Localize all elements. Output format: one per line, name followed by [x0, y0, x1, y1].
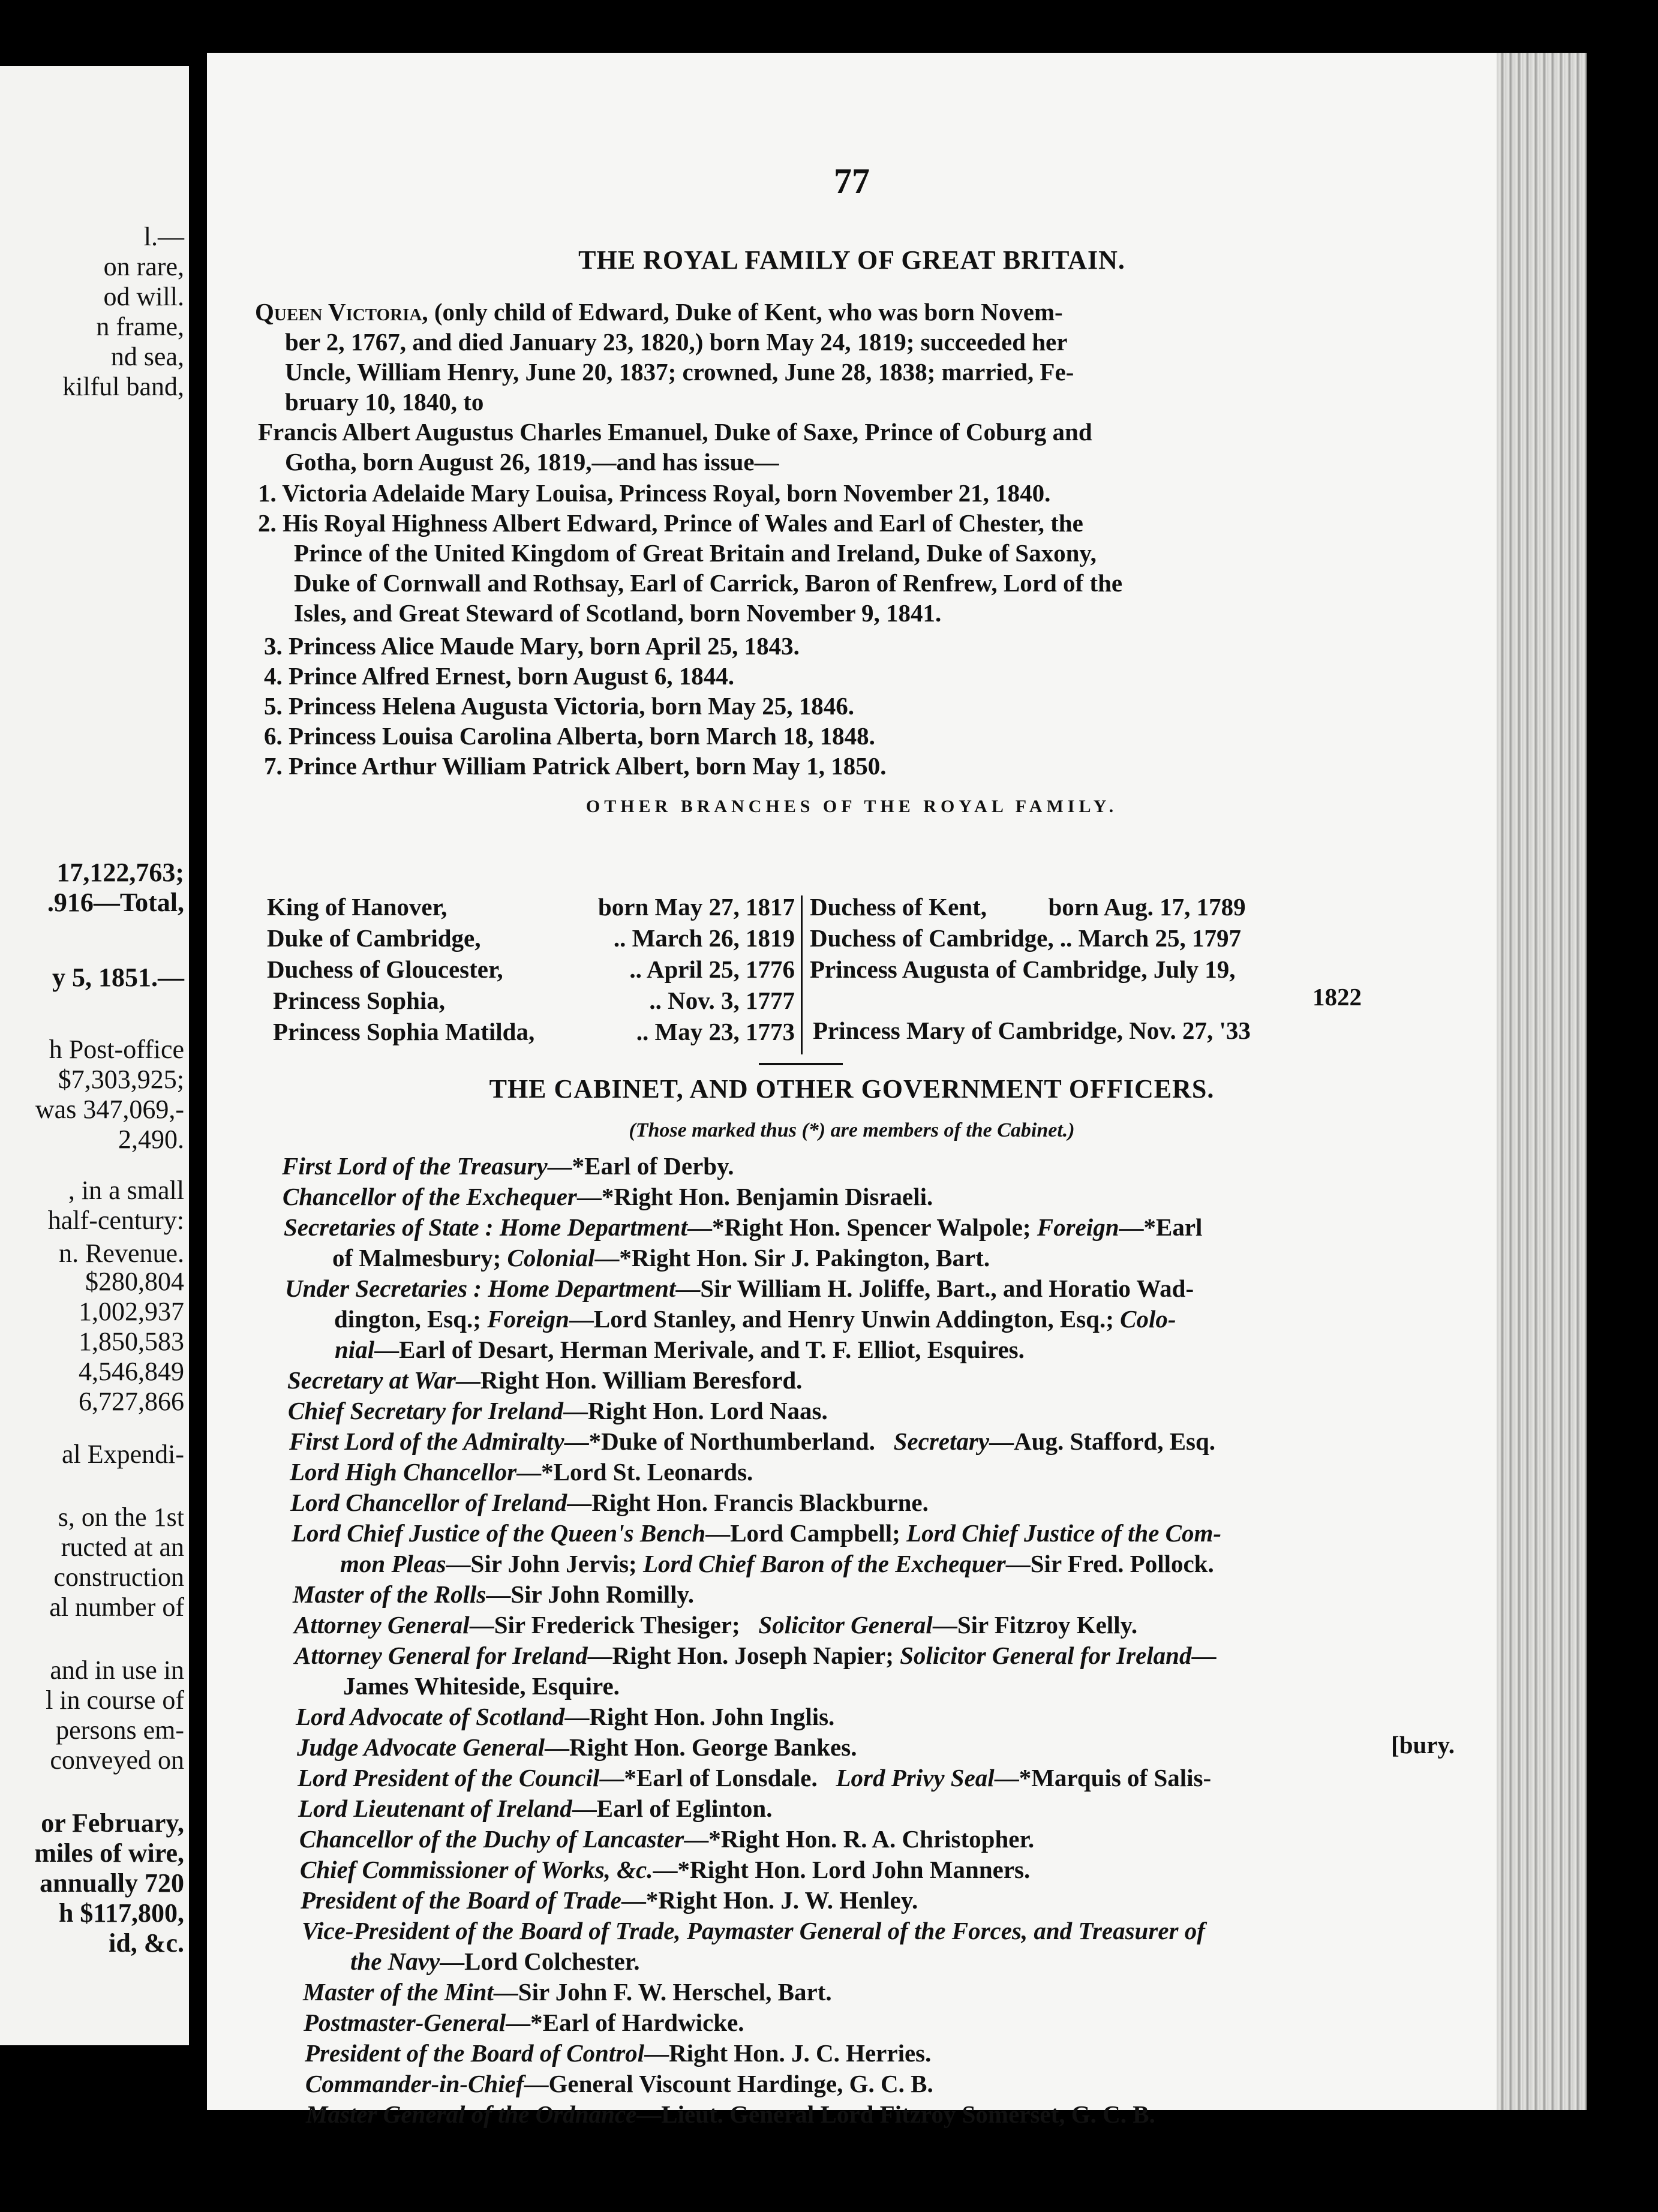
queen-line-2: ber 2, 1767, and died January 23, 1820,) born May 24, 1819; succeeded her [285, 328, 1068, 356]
issue-4: 4. Prince Alfred Ernest, born August 6, 1844. [264, 662, 734, 690]
queen-line-3: Uncle, William Henry, June 20, 1837; crowned, June 28, 1838; married, Fe- [285, 358, 1074, 386]
office-title: Chancellor of the Duchy of Lancaster [299, 1825, 684, 1853]
officer-line [334, 1305, 1176, 1333]
officer-line [350, 1947, 639, 1976]
facing-page-line: n. Revenue. [59, 1239, 184, 1268]
office-holder: —*Earl of Lonsdale. [599, 1764, 836, 1792]
facing-page-line: 1,002,937 [79, 1297, 184, 1326]
facing-page-line: al number of [49, 1592, 184, 1622]
officer-line [340, 1549, 1214, 1578]
queen-line-1 [255, 297, 1063, 326]
office-title: Postmaster-General [304, 2009, 506, 2036]
office-title: Secretary [893, 1427, 990, 1455]
office-title: Commander-in-Chief [305, 2070, 524, 2097]
office-holder: —*Earl of Derby. [547, 1152, 734, 1180]
officer-line [282, 1152, 734, 1180]
office-title: Lord Lieutenant of Ireland [298, 1795, 572, 1822]
officer-line [292, 1519, 1221, 1547]
officer-line [287, 1366, 802, 1394]
officer-line [294, 1610, 1137, 1639]
officer-line [299, 1825, 1034, 1853]
office-title: Lord Chief Justice of the Com- [906, 1519, 1222, 1547]
royal-family-heading: THE ROYAL FAMILY OF GREAT BRITAIN. [578, 245, 1125, 275]
officer-line [302, 1916, 1205, 1945]
issue-2: 2. His Royal Highness Albert Edward, Prince of Wales and Earl of Chester, the [258, 509, 1083, 537]
branch-right: 1822 [1312, 983, 1362, 1011]
facing-page-line: 2,490. [118, 1125, 184, 1154]
office-title: Master of the Rolls [293, 1580, 486, 1608]
consort-line-2: Gotha, born August 26, 1819,—and has issue— [285, 448, 779, 476]
officer-line [297, 1733, 857, 1762]
office-title: Secretary at War [287, 1366, 456, 1394]
consort-line-1: Francis Albert Augustus Charles Emanuel, Duke of Saxe, Prince of Coburg and [258, 418, 1092, 446]
officer-line [335, 1335, 1025, 1364]
facing-page-line: h $117,800, [58, 1898, 184, 1928]
facing-page-line: kilful band, [62, 372, 184, 401]
office-title: Under Secretaries : Home Department [285, 1275, 676, 1302]
office-title: President of the Board of Control [305, 2039, 645, 2067]
office-title: Foreign [487, 1305, 569, 1333]
book-page [207, 53, 1497, 2128]
officer-line [300, 1855, 1030, 1884]
office-holder: —*Right Hon. R. A. Christopher. [684, 1825, 1035, 1853]
officer-line [301, 1886, 918, 1915]
office-holder: —*Lord St. Leonards. [516, 1458, 753, 1486]
office-holder: —Right Hon. George Bankes. [544, 1733, 857, 1761]
office-holder: —Sir Frederick Thesiger; [469, 1611, 759, 1639]
office-holder: —Sir William H. Joliffe, Bart., and Horatio Wad- [675, 1275, 1194, 1302]
facing-page-line: 4,546,849 [79, 1357, 184, 1386]
facing-page-line: , in a small [68, 1176, 184, 1205]
officer-line [298, 1794, 772, 1823]
branch-date: .. March 26, 1819 [613, 924, 795, 952]
office-holder: —*Right Hon. Spencer Walpole; [687, 1213, 1037, 1241]
officer-line [289, 1427, 1215, 1456]
office-holder: —Lord Stanley, and Henry Unwin Addington, Esq.; [569, 1305, 1121, 1333]
office-holder: —Earl of Eglinton. [572, 1795, 773, 1822]
facing-page-line: y 5, 1851.— [52, 963, 184, 992]
branch-right: Princess Mary of Cambridge, Nov. 27, '33 [813, 1017, 1251, 1044]
office-holder: —Right Hon. William Beresford. [455, 1366, 803, 1394]
office-holder: — [1191, 1642, 1217, 1669]
facing-page-line: id, &c. [109, 1928, 184, 1958]
facing-page-line: miles of wire, [34, 1838, 184, 1868]
office-holder: dington, Esq.; [334, 1305, 488, 1333]
facing-page-line: l in course of [46, 1685, 184, 1715]
issue-5: 5. Princess Helena Augusta Victoria, born May 25, 1846. [264, 692, 854, 720]
office-title: Secretaries of State : Home Department [284, 1213, 687, 1241]
branch-name: Princess Sophia, [273, 987, 446, 1014]
branch-right: Duchess of Kent, born Aug. 17, 1789 [810, 893, 1246, 921]
issue-2-cont: Isles, and Great Steward of Scotland, born November 9, 1841. [294, 599, 942, 627]
officer-line [304, 2008, 744, 2037]
office-title: Lord High Chancellor [290, 1458, 517, 1486]
office-title: First Lord of the Treasury [282, 1152, 548, 1180]
office-title: Attorney General for Ireland [295, 1642, 588, 1669]
branch-right: Duchess of Cambridge, .. March 25, 1797 [810, 924, 1241, 952]
facing-page [0, 66, 189, 2045]
facing-page-line: h Post-office [49, 1035, 184, 1064]
branch-date: .. April 25, 1776 [629, 955, 795, 983]
office-holder: —Aug. Stafford, Esq. [989, 1427, 1216, 1455]
page-number: 77 [834, 161, 870, 201]
officer-line [305, 2069, 933, 2098]
issue-1: 1. Victoria Adelaide Mary Louisa, Princess Royal, born November 21, 1840. [258, 479, 1051, 507]
facing-page-line: nd sea, [110, 342, 184, 371]
facing-page-line: 1,850,583 [79, 1327, 184, 1356]
issue-3: 3. Princess Alice Maude Mary, born April 25, 1843. [264, 632, 800, 660]
officer-line [284, 1213, 1202, 1242]
branch-name: Duke of Cambridge, [267, 924, 481, 952]
office-title: Lord Chief Baron of the Exchequer [642, 1550, 1006, 1577]
officer-line [285, 1274, 1194, 1303]
facing-page-line: ructed at an [61, 1532, 184, 1562]
queen-name: Queen Victoria, [255, 298, 428, 326]
office-holder: —*Earl of Hardwicke. [506, 2009, 744, 2036]
office-holder: —*Right Hon. J. W. Henley. [621, 1886, 918, 1914]
facing-page-line: al Expendi- [61, 1439, 184, 1469]
office-holder: —*Right Hon. Sir J. Pakington, Bart. [594, 1244, 990, 1272]
office-title: the Navy [350, 1947, 440, 1975]
office-holder: —Right Hon. Francis Blackburne. [567, 1489, 929, 1516]
facing-page-line: $280,804 [85, 1267, 184, 1296]
office-title: Chancellor of the Exchequer [283, 1183, 577, 1210]
facing-page-line: or February, [41, 1808, 184, 1838]
office-holder: —*Earl [1119, 1213, 1203, 1241]
office-holder: —*Duke of Northumberland. [564, 1427, 894, 1455]
issue-2-cont: Duke of Cornwall and Rothsay, Earl of Carrick, Baron of Renfrew, Lord of the [294, 569, 1123, 597]
table-divider [801, 895, 803, 1054]
officer-line-tail: [bury. [1391, 1731, 1455, 1759]
office-holder: —Sir John Jervis; [446, 1550, 643, 1577]
office-title: Solicitor General for Ireland [900, 1642, 1192, 1669]
office-title: mon Pleas [340, 1550, 446, 1577]
officer-line [295, 1641, 1216, 1670]
office-title: Master of the Mint [303, 1978, 494, 2006]
issue-2-cont: Prince of the United Kingdom of Great Britain and Ireland, Duke of Saxony, [294, 539, 1097, 567]
queen-text-0: (only child of Edward, Duke of Kent, who was born Novem- [428, 298, 1063, 326]
officer-line [293, 1580, 694, 1609]
office-title: Lord Chief Justice of the Queen's Bench [292, 1519, 706, 1547]
office-title: Vice-President of the Board of Trade, Paymaster General of the Forces, and Treasurer of [302, 1917, 1205, 1944]
office-holder: James Whiteside, Esquire. [343, 1672, 620, 1700]
office-holder: —Earl of Desart, Herman Merivale, and T. F. Elliot, Esquires. [374, 1336, 1025, 1363]
office-title: nial [335, 1336, 375, 1363]
office-title: Colo- [1120, 1305, 1176, 1333]
facing-page-line: conveyed on [50, 1745, 184, 1775]
office-title: Master General of the Ordnance [306, 2100, 637, 2128]
office-holder: —Right Hon. Lord Naas. [563, 1397, 828, 1424]
facing-page-line: half-century: [47, 1206, 184, 1235]
branch-date: born May 27, 1817 [598, 893, 795, 921]
office-title: Chief Commissioner of Works, &c. [300, 1856, 653, 1883]
page-edges [1497, 53, 1587, 2110]
officer-line [290, 1488, 929, 1517]
office-holder: —Sir Fitzroy Kelly. [932, 1611, 1138, 1639]
facing-page-line: annually 720 [40, 1868, 184, 1898]
office-holder: —*Right Hon. Benjamin Disraeli. [576, 1183, 933, 1210]
office-title: Chief Secretary for Ireland [288, 1397, 563, 1424]
office-title: First Lord of the Admiralty [289, 1427, 564, 1455]
officer-line [296, 1702, 834, 1731]
office-title: Lord Privy Seal [836, 1764, 995, 1792]
facing-page-line: l.— [143, 222, 184, 251]
other-branches-heading: OTHER BRANCHES OF THE ROYAL FAMILY. [585, 797, 1118, 816]
cabinet-note: (Those marked thus (*) are members of the Cabinet.) [629, 1119, 1075, 1141]
branch-name: Duchess of Gloucester, [267, 955, 503, 983]
office-holder: of Malmesbury; [332, 1244, 507, 1272]
facing-page-line: construction [53, 1562, 184, 1592]
branch-date: .. May 23, 1773 [636, 1018, 795, 1045]
office-holder: —Lord Colchester. [440, 1947, 640, 1975]
office-holder: —Lieut. General Lord Fitzroy Somerset, G. C. B. [636, 2100, 1155, 2128]
officer-line [343, 1672, 620, 1700]
officer-line [288, 1396, 828, 1425]
office-holder: —Sir Fred. Pollock. [1005, 1550, 1214, 1577]
officer-line [283, 1182, 933, 1211]
issue-6: 6. Princess Louisa Carolina Alberta, born March 18, 1848. [264, 722, 875, 750]
office-title: Judge Advocate General [297, 1733, 545, 1761]
officer-line [290, 1457, 753, 1486]
office-title: President of the Board of Trade [301, 1886, 621, 1914]
office-title: Lord President of the Council [298, 1764, 600, 1792]
officer-line [306, 2100, 1155, 2129]
office-holder: —*Right Hon. Lord John Manners. [653, 1856, 1031, 1883]
facing-page-line: od will. [103, 282, 184, 311]
office-holder: —Lord Campbell; [705, 1519, 907, 1547]
cabinet-heading: THE CABINET, AND OTHER GOVERNMENT OFFICERS. [489, 1074, 1215, 1104]
office-holder: —Right Hon. John Inglis. [564, 1703, 835, 1730]
office-title: Lord Chancellor of Ireland [290, 1489, 567, 1516]
office-title: Colonial [507, 1244, 595, 1272]
office-holder: —Sir John Romilly. [486, 1580, 695, 1608]
facing-page-line: and in use in [50, 1655, 184, 1685]
facing-page-line: 6,727,866 [79, 1387, 184, 1416]
office-holder: —Sir John F. W. Herschel, Bart. [493, 1978, 832, 2006]
facing-page-line: s, on the 1st [58, 1502, 184, 1532]
office-holder: —Right Hon. Joseph Napier; [587, 1642, 900, 1669]
branch-date: .. Nov. 3, 1777 [649, 987, 795, 1014]
issue-7: 7. Prince Arthur William Patrick Albert, born May 1, 1850. [264, 752, 887, 780]
office-holder: —Right Hon. J. C. Herries. [644, 2039, 932, 2067]
office-title: Attorney General [294, 1611, 470, 1639]
office-title: Solicitor General [758, 1611, 933, 1639]
officer-line [303, 1977, 832, 2006]
section-rule [759, 1063, 843, 1065]
officer-line [305, 2039, 931, 2067]
facing-page-line: on rare, [103, 252, 184, 281]
branch-right: Princess Augusta of Cambridge, July 19, [810, 955, 1236, 983]
queen-line-4: bruary 10, 1840, to [285, 388, 484, 416]
office-title: Lord Advocate of Scotland [296, 1703, 565, 1730]
facing-page-line: persons em- [56, 1715, 184, 1745]
officer-line [298, 1763, 1211, 1792]
facing-page-line: $7,303,925; [58, 1065, 184, 1094]
branch-name: King of Hanover, [267, 893, 447, 921]
facing-page-line: n frame, [96, 312, 184, 341]
officer-line [332, 1243, 990, 1272]
facing-page-line: was 347,069,- [35, 1095, 184, 1124]
branch-name: Princess Sophia Matilda, [273, 1018, 535, 1045]
office-title: Foreign [1037, 1213, 1119, 1241]
facing-page-line: 17,122,763; [56, 858, 184, 887]
office-holder: —General Viscount Hardinge, G. C. B. [524, 2070, 933, 2097]
office-holder: —*Marquis of Salis- [994, 1764, 1212, 1792]
facing-page-line: .916—Total, [47, 888, 184, 917]
